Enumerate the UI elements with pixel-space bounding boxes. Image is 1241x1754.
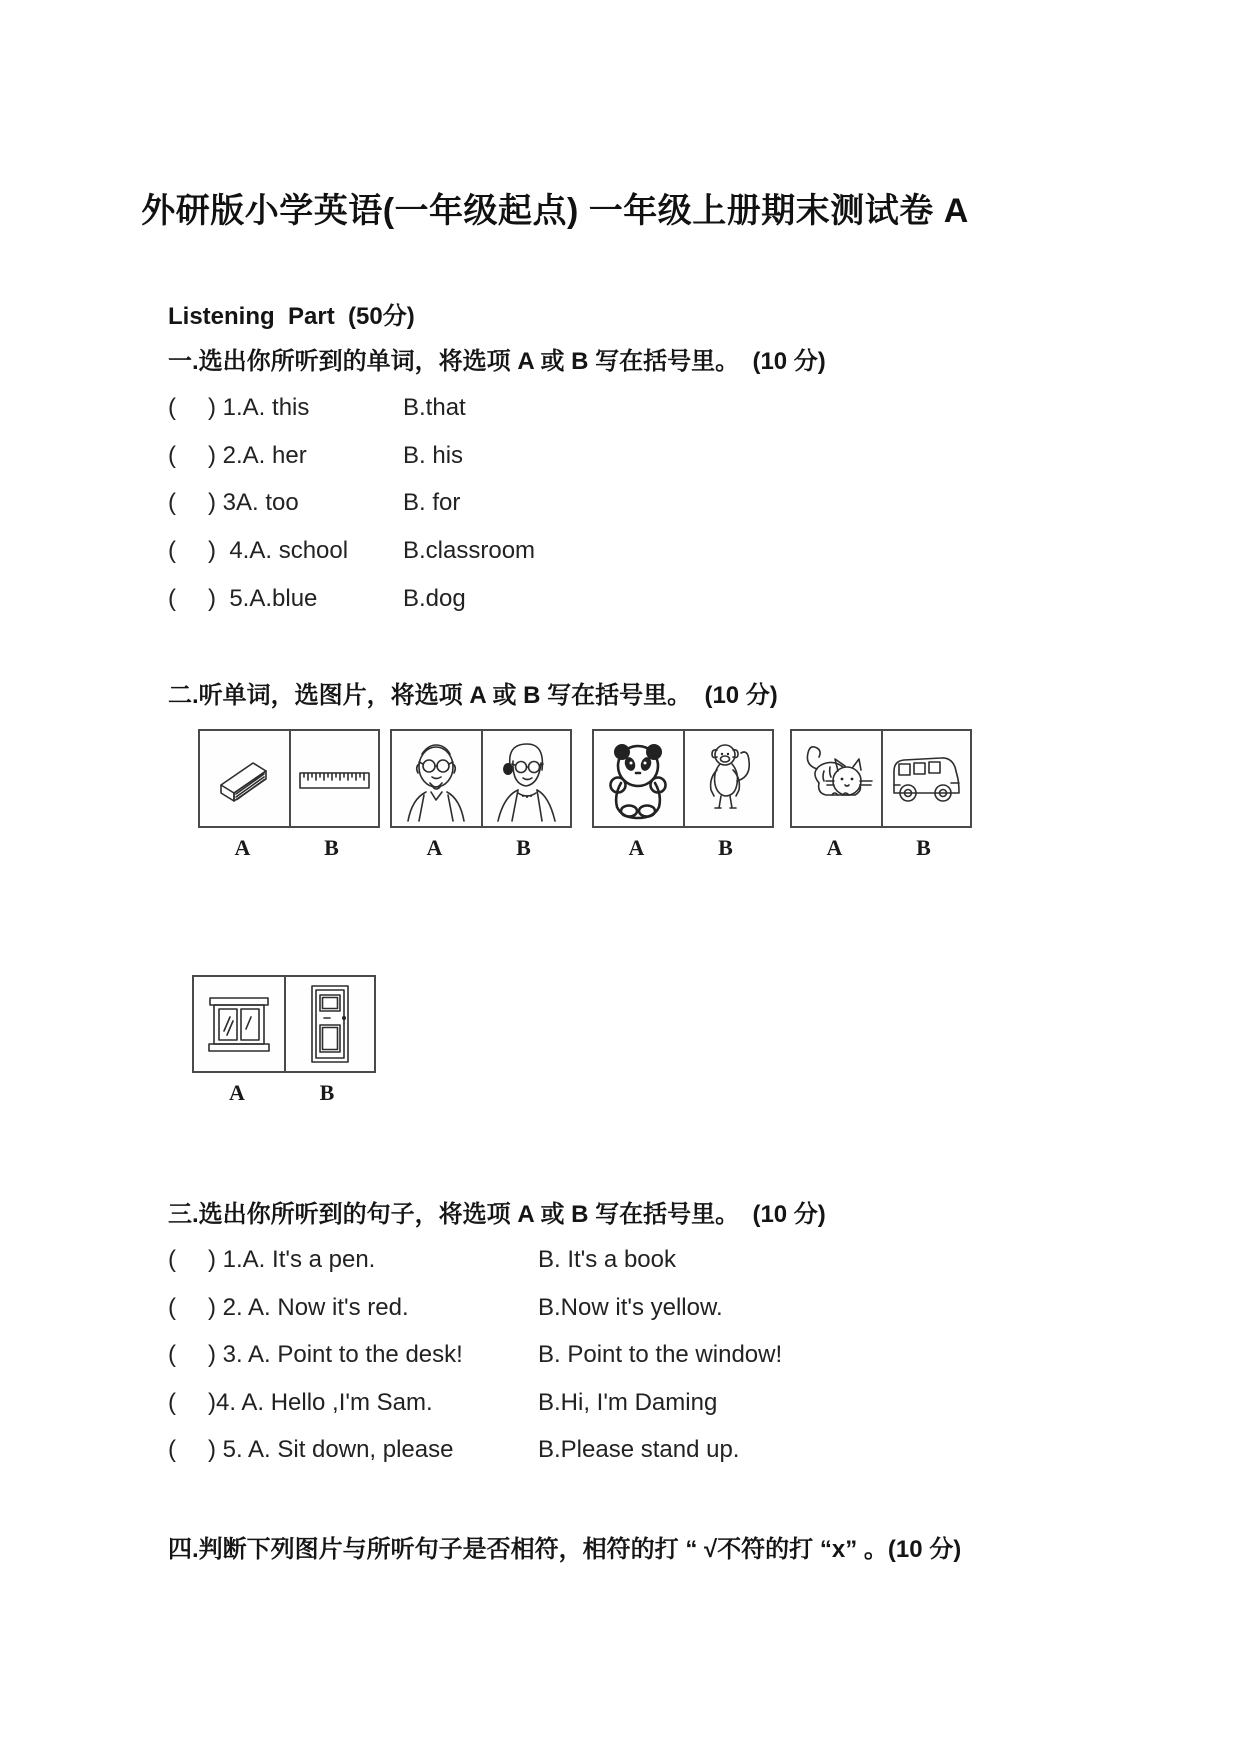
question-row	[168, 442, 463, 470]
option-a-label: A	[628, 835, 645, 860]
answer-bracket: (	[168, 489, 176, 516]
door-image	[284, 977, 374, 1071]
option-a: )4. A. Hello ,I'm Sam.	[208, 1389, 433, 1416]
option-b: B.dog	[403, 585, 466, 612]
eraser-image	[200, 731, 289, 826]
monkey-icon	[687, 735, 770, 823]
picture-pair	[198, 729, 380, 861]
picture-pair-box	[198, 729, 380, 828]
question-row	[168, 1389, 717, 1417]
question-row	[168, 585, 466, 613]
bus-image	[881, 731, 970, 826]
option-a-label: A	[826, 835, 843, 860]
option-a: ) 1.A. It's a pen.	[208, 1246, 376, 1273]
cat-image	[792, 731, 881, 826]
option-b: B.Now it's yellow.	[538, 1294, 723, 1321]
cat-icon	[795, 735, 878, 823]
option-b-label: B	[916, 835, 931, 860]
option-a: ) 3A. too	[208, 489, 299, 516]
option-b-label: B	[324, 835, 339, 860]
ruler-icon	[293, 735, 376, 823]
option-b-label: B	[319, 1080, 335, 1105]
window-icon	[196, 979, 282, 1069]
option-b: B.Please stand up.	[538, 1436, 740, 1463]
ruler-image	[289, 731, 378, 826]
door-icon	[287, 979, 373, 1069]
bus-icon	[885, 735, 968, 823]
option-a-label: A	[426, 835, 443, 860]
option-b: B. for	[403, 489, 461, 516]
picture-pair	[592, 729, 774, 861]
question-row	[168, 1246, 676, 1274]
page-title: 外研版小学英语(一年级起点) 一年级上册期末测试卷 A	[141, 192, 969, 230]
option-a: ) 2. A. Now it's red.	[208, 1294, 409, 1321]
section-three-header: 三.选出你所听到的句子，将选项 A 或 B 写在括号里。 (10 分)	[168, 1201, 826, 1228]
option-b: B. Point to the window!	[538, 1341, 783, 1368]
answer-bracket: (	[168, 442, 176, 469]
option-b-label: B	[516, 835, 531, 860]
picture-pair	[790, 729, 972, 861]
answer-bracket: (	[168, 585, 176, 612]
option-a: ) 4.A. school	[208, 537, 349, 564]
eraser-icon	[203, 735, 286, 823]
option-b-label: B	[718, 835, 733, 860]
option-b: B.Hi, I'm Daming	[538, 1389, 718, 1416]
grandma-image	[481, 731, 570, 826]
option-a-label: A	[229, 1080, 245, 1105]
question-row	[168, 489, 460, 517]
option-b: B. his	[403, 442, 464, 469]
answer-bracket: (	[168, 1389, 176, 1416]
picture-pair	[192, 975, 376, 1106]
grandpa-icon	[395, 735, 478, 823]
grandma-icon	[485, 735, 568, 823]
option-b: B.classroom	[403, 537, 536, 564]
option-a: ) 5.A.blue	[208, 585, 318, 612]
section-two-header: 二.听单词，选图片，将选项 A 或 B 写在括号里。 (10 分)	[168, 682, 778, 709]
listening-part-header: Listening Part (50分)	[168, 303, 415, 330]
question-row	[168, 394, 466, 422]
question-row	[168, 1341, 782, 1369]
picture-pair-box	[592, 729, 774, 828]
option-b: B. It's a book	[538, 1246, 676, 1273]
question-row	[168, 1436, 739, 1464]
question-row	[168, 1294, 723, 1322]
panda-icon	[597, 735, 680, 823]
answer-bracket: (	[168, 1436, 176, 1463]
picture-pair-box	[390, 729, 572, 828]
window-image	[194, 977, 284, 1071]
section-four-header: 四.判断下列图片与所听句子是否相符，相符的打 “ √不符的打 “x” 。(10 分)	[168, 1536, 962, 1563]
picture-pair	[390, 729, 572, 861]
panda-image	[594, 731, 683, 826]
option-a-label: A	[234, 835, 251, 860]
grandpa-image	[392, 731, 481, 826]
answer-bracket: (	[168, 1294, 176, 1321]
option-b: B.that	[403, 394, 466, 421]
option-a: ) 5. A. Sit down, please	[208, 1436, 454, 1463]
answer-bracket: (	[168, 1341, 176, 1368]
picture-pair-box	[790, 729, 972, 828]
section-one-header: 一.选出你所听到的单词，将选项 A 或 B 写在括号里。 (10 分)	[168, 348, 826, 375]
option-a: ) 2.A. her	[208, 442, 307, 469]
question-row	[168, 537, 535, 565]
picture-pair-box	[192, 975, 376, 1073]
option-a: ) 3. A. Point to the desk!	[208, 1341, 463, 1368]
answer-bracket: (	[168, 394, 176, 421]
option-a: ) 1.A. this	[208, 394, 310, 421]
answer-bracket: (	[168, 1246, 176, 1273]
answer-bracket: (	[168, 537, 176, 564]
monkey-image	[683, 731, 772, 826]
